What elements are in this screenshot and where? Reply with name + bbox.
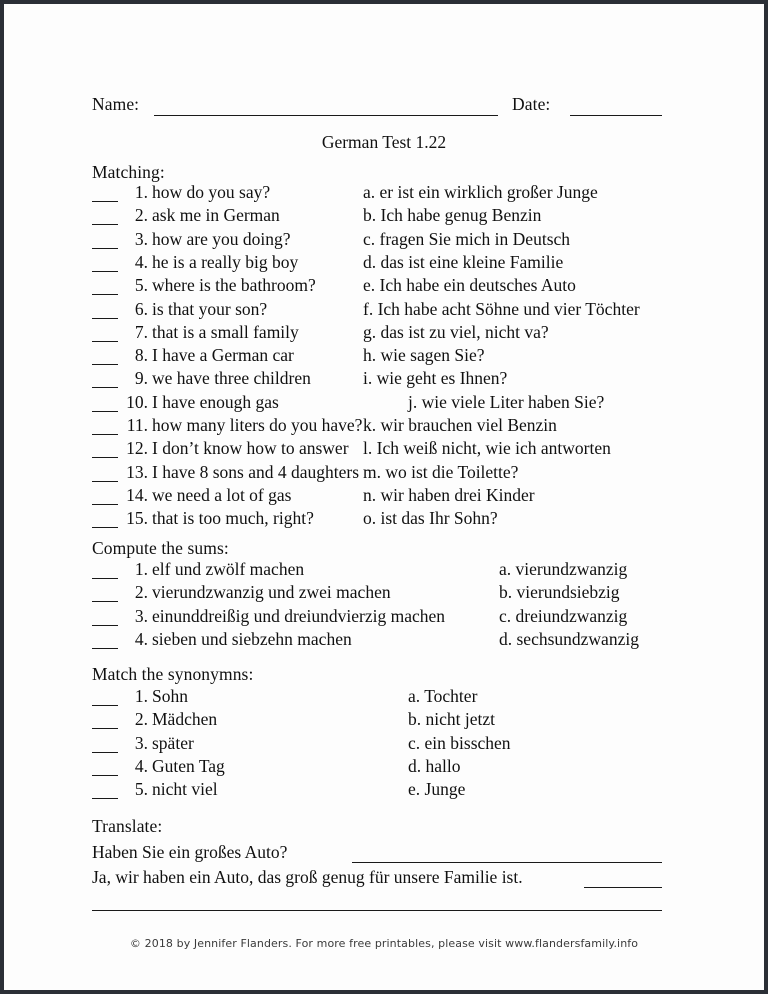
answer-blank[interactable] [92,294,118,295]
item-text: Guten Tag [152,755,225,776]
item-text: elf und zwölf machen [152,559,305,579]
answer-blank[interactable] [92,248,118,249]
answer-blank[interactable] [92,625,118,626]
option-item: d. sechsundzwanzig [499,628,639,649]
item-number: 1. [134,686,148,706]
list-item [4,417,764,440]
item-text: I have enough gas [152,391,279,412]
item-number: 1. [134,559,148,579]
item-number: 5. [134,275,148,296]
item-number: 12. [126,438,148,459]
option-item: a. vierundzwanzig [499,559,628,579]
item-number: 2. [134,582,148,603]
answer-blank[interactable] [92,775,118,776]
option-item: l. Ich weiß nicht, wie ich antworten [363,438,611,459]
item-text: Mädchen [152,709,218,730]
answer-blank[interactable] [92,504,118,505]
option-item: n. wir haben drei Kinder [363,484,535,505]
item-number: 6. [134,298,148,319]
list-item [4,688,764,711]
item-number: 1. [134,182,148,202]
item-number: 11. [126,415,148,435]
item-number: 14. [126,484,148,505]
option-item: b. Ich habe genug Benzin [363,205,542,226]
list-item [4,711,764,734]
list-item [4,732,764,758]
date-answer-blank[interactable] [570,115,662,116]
list-item [4,207,764,230]
answer-blank[interactable] [92,601,118,602]
option-item: e. Ich habe ein deutsches Auto [363,275,576,296]
list-item [4,484,764,510]
option-item: g. das ist zu viel, nicht va? [363,321,549,342]
item-text: I have a German car [152,345,294,366]
option-item: b. nicht jetzt [408,709,495,730]
matching-heading: Matching: [92,162,165,182]
list-item [4,391,764,417]
option-item: h. wie sagen Sie? [363,345,485,366]
option-item: c. fragen Sie mich in Deutsch [363,228,571,249]
list-item [4,277,764,300]
list-item [4,584,764,607]
option-item: a. er ist ein wirklich großer Junge [363,182,598,202]
answer-blank[interactable] [92,798,118,799]
name-label: Name: [92,94,140,114]
answer-blank[interactable] [92,705,118,706]
list-item [4,298,764,324]
item-number: 3. [134,228,148,249]
answer-blank[interactable] [92,341,118,342]
answer-blank[interactable] [92,457,118,458]
option-item: o. ist das Ihr Sohn? [363,508,498,529]
option-item: a. Tochter [408,686,478,706]
item-number: 9. [134,368,148,389]
option-item: m. wo ist die Toilette? [363,461,519,482]
list-item [4,755,764,781]
item-text: how are you doing? [152,228,291,249]
list-item [4,781,764,804]
date-label: Date: [512,94,551,114]
item-number: 15. [126,508,148,529]
option-item: d. hallo [408,755,461,776]
list-item [4,628,764,654]
item-text: vierundzwanzig und zwei machen [152,582,391,603]
answer-blank[interactable] [92,752,118,753]
item-number: 4. [134,251,148,272]
option-item: d. das ist eine kleine Familie [363,251,564,272]
name-answer-blank[interactable] [154,115,498,116]
footer-copyright: © 2018 by Jennifer Flanders. For more free printables, please visit www.flandersfamily.info [129,937,639,950]
answer-blank[interactable] [92,527,118,528]
answer-blank[interactable] [92,201,118,202]
option-item: b. vierundsiebzig [499,582,620,603]
answer-blank[interactable] [92,481,118,482]
item-text: is that your son? [152,298,268,319]
worksheet-sheet [4,4,764,990]
answer-blank[interactable] [92,387,118,388]
list-item [4,184,764,207]
item-text: that is a small family [152,321,299,342]
option-item: c. ein bisschen [408,732,511,753]
option-item: i. wie geht es Ihnen? [363,368,508,389]
item-text: we need a lot of gas [152,484,292,505]
answer-blank[interactable] [92,578,118,579]
option-item: j. wie viele Liter haben Sie? [408,391,605,412]
item-text: he is a really big boy [152,251,299,272]
item-text: how many liters do you have? [152,415,363,435]
answer-blank[interactable] [92,364,118,365]
option-item: k. wir brauchen viel Benzin [363,415,557,435]
answer-blank[interactable] [92,271,118,272]
translate-answer-blank-1[interactable] [352,862,662,863]
answer-blank[interactable] [92,224,118,225]
list-item [4,440,764,463]
page-title: German Test 1.22 [321,132,447,152]
list-item [4,228,764,254]
item-text: ask me in German [152,205,280,226]
list-item [4,321,764,347]
list-item [4,251,764,277]
item-text: nicht viel [152,779,218,800]
item-text: where is the bathroom? [152,275,316,296]
item-number: 2. [134,205,148,226]
sums-heading: Compute the sums: [92,538,229,558]
item-number: 2. [134,709,148,730]
list-item [4,461,764,487]
answer-blank[interactable] [92,648,118,649]
item-text: I don’t know how to answer [152,438,349,459]
translate-prompt-1: Haben Sie ein großes Auto? [92,842,288,862]
item-number: 4. [134,628,148,649]
item-text: that is too much, right? [152,508,314,529]
translate-answer-blank-3[interactable] [92,910,662,911]
item-number: 8. [134,345,148,366]
item-number: 4. [134,755,148,776]
answer-blank[interactable] [92,434,118,435]
item-number: 3. [134,605,148,626]
item-text: how do you say? [152,182,271,202]
list-item [4,561,764,584]
answer-blank[interactable] [92,318,118,319]
item-text: Sohn [152,686,188,706]
answer-blank[interactable] [92,411,118,412]
item-text: we have three children [152,368,311,389]
list-item [4,370,764,393]
item-number: 7. [134,321,148,342]
item-number: 5. [134,779,148,800]
list-item [4,347,764,370]
answer-blank[interactable] [92,728,118,729]
option-item: f. Ich habe acht Söhne und vier Töchter [363,298,640,319]
list-item [4,605,764,631]
synonyms-heading: Match the synonymns: [92,664,254,684]
translate-heading: Translate: [92,816,163,836]
item-text: später [152,732,194,753]
item-number: 10. [126,391,148,412]
item-number: 13. [126,461,148,482]
item-text: sieben und siebzehn machen [152,628,352,649]
option-item: e. Junge [408,779,466,800]
item-text: I have 8 sons and 4 daughters [152,461,360,482]
translate-answer-blank-2[interactable] [584,887,662,888]
option-item: c. dreiundzwanzig [499,605,628,626]
translate-prompt-2: Ja, wir haben ein Auto, das groß genug für unsere Familie ist. [92,867,523,887]
list-item [4,510,764,533]
item-number: 3. [134,732,148,753]
item-text: einunddreißig und dreiundvierzig machen [152,605,446,626]
